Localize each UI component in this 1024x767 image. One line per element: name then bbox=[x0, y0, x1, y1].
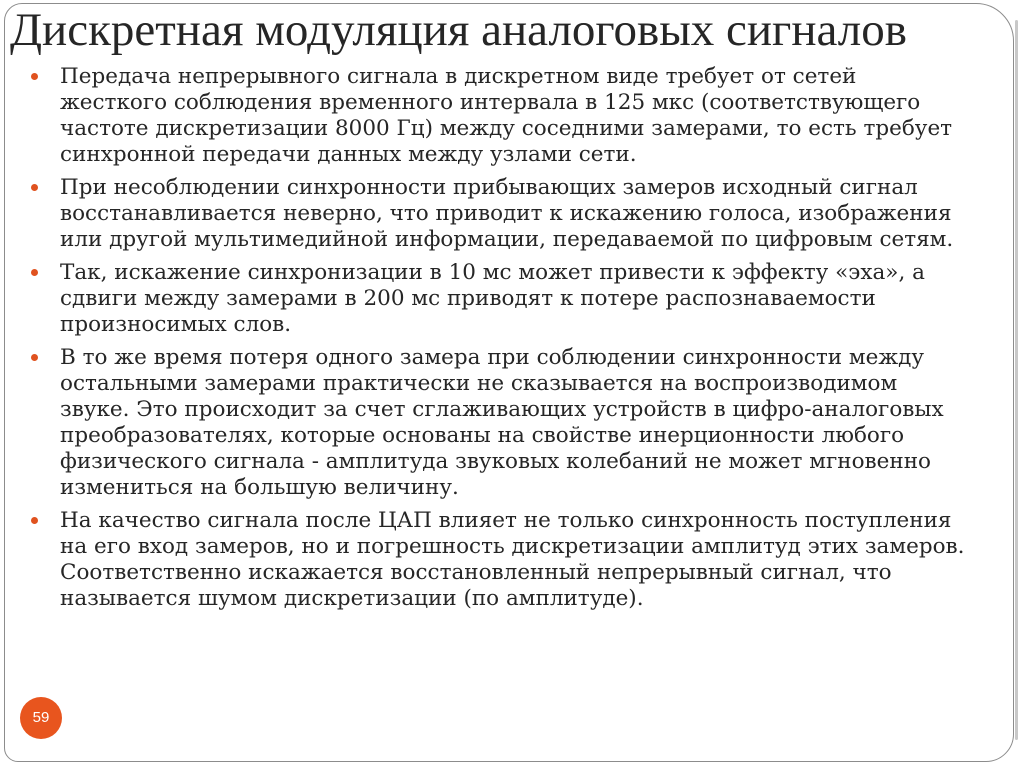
bullet-item bbox=[30, 345, 965, 501]
bullet-dot-icon bbox=[31, 184, 38, 191]
bullet-item bbox=[30, 508, 965, 612]
bullet-dot-icon bbox=[31, 354, 38, 361]
bullet-text: На качество сигнала после ЦАП влияет не только синхронность поступления на его вход замеров, но и погрешность дискретизации амплитуд этих замеров. Соответственно искажается восстановленный непрерывный сигнал, что называется шумом дискретизации (по амплитуде). bbox=[60, 508, 965, 611]
bullet-list bbox=[30, 64, 965, 619]
bullet-dot-icon bbox=[31, 73, 38, 80]
bullet-dot-icon bbox=[31, 269, 38, 276]
bullet-text: В то же время потеря одного замера при соблюдении синхронности между остальными замерами практически не сказывается на воспроизводимом звуке. Это происходит за счет сглаживающих устройств в цифро-аналоговых преобразователях, которые основаны на свойстве инерционности любого физического сигнала - амплитуда звуковых колебаний не может мгновенно измениться на большую величину. bbox=[60, 345, 944, 500]
bullet-text: Так, искажение синхронизации в 10 мс может привести к эффекту «эха», а сдвиги между замерами в 200 мс приводят к потере распознаваемости произносимых слов. bbox=[60, 260, 925, 337]
bullet-item bbox=[30, 175, 965, 253]
bullet-text: Передача непрерывного сигнала в дискретном виде требует от сетей жесткого соблюдения временного интервала в 125 мкс (соответствующего частоте дискретизации 8000 Гц) между соседними замерами, то есть требует синхронной передачи данных между узлами сети. bbox=[60, 64, 953, 167]
bullet-dot-icon bbox=[31, 517, 38, 524]
bullet-item bbox=[30, 260, 965, 338]
bullet-text: При несоблюдении синхронности прибывающих замеров исходный сигнал восстанавливается неверно, что приводит к искажению голоса, изображения или другой мультимедийной информации, передаваемой по цифровым сетям. bbox=[60, 175, 954, 252]
bullet-item bbox=[30, 64, 965, 168]
page-number-badge: 59 bbox=[20, 697, 62, 739]
slide-title: Дискретная модуляция аналоговых сигналов bbox=[10, 4, 907, 56]
slide-frame-shadow bbox=[1015, 20, 1018, 740]
